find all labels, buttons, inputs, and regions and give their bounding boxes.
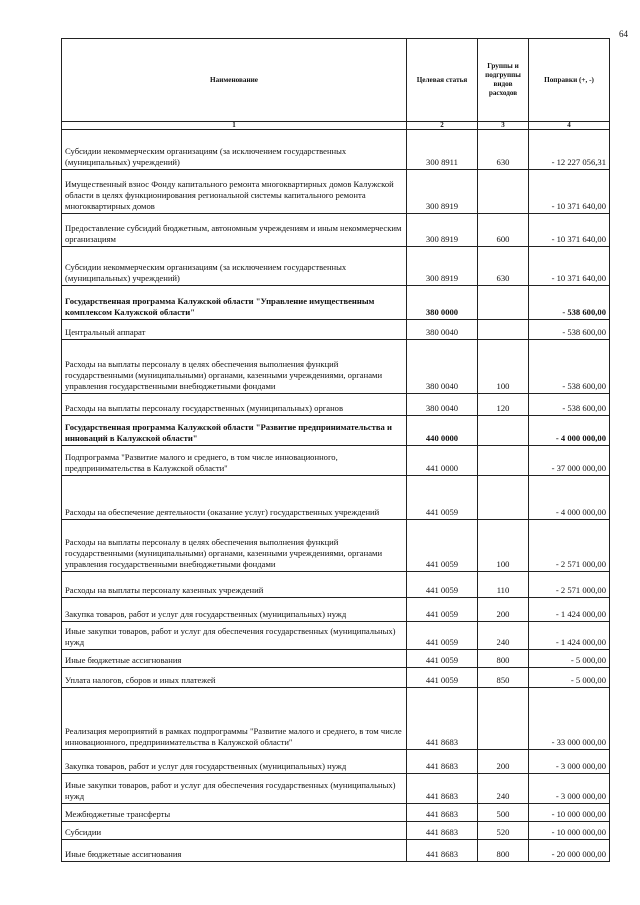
row-expense-group	[478, 170, 529, 214]
row-expense-group: 200	[478, 598, 529, 622]
row-expense-group: 100	[478, 520, 529, 572]
header-target-article: Целевая статья	[407, 39, 478, 122]
table-row	[62, 416, 610, 446]
table-row	[62, 476, 610, 520]
row-expense-group	[478, 476, 529, 520]
row-target-article: 441 0059	[407, 598, 478, 622]
row-name: Закупка товаров, работ и услуг для государственных (муниципальных) нужд	[62, 598, 407, 622]
row-target-article: 441 0059	[407, 668, 478, 688]
row-expense-group: 200	[478, 750, 529, 774]
row-expense-group: 110	[478, 572, 529, 598]
table-row	[62, 598, 610, 622]
table-row	[62, 804, 610, 822]
row-name: Предоставление субсидий бюджетным, автономным учреждениям и иным некоммерческим организациям	[62, 214, 407, 247]
row-expense-group	[478, 286, 529, 320]
row-expense-group	[478, 320, 529, 340]
header-amendments: Поправки (+, -)	[529, 39, 610, 122]
table-row	[62, 247, 610, 286]
table-row	[62, 286, 610, 320]
row-name: Субсидии некоммерческим организациям (за исключением государственных (муниципальных) учреждений)	[62, 130, 407, 170]
table-row	[62, 394, 610, 416]
row-amount: - 1 424 000,00	[529, 598, 610, 622]
row-target-article: 380 0040	[407, 340, 478, 394]
row-name: Расходы на выплаты персоналу в целях обеспечения выполнения функций государственными (муниципальными) органами, казенными учреждениями, органами управления государственными внебюджетными фондами	[62, 520, 407, 572]
row-name: Закупка товаров, работ и услуг для государственных (муниципальных) нужд	[62, 750, 407, 774]
row-amount: - 10 371 640,00	[529, 170, 610, 214]
table-row	[62, 340, 610, 394]
row-amount: - 33 000 000,00	[529, 688, 610, 750]
row-expense-group: 630	[478, 247, 529, 286]
row-amount: - 5 000,00	[529, 650, 610, 668]
row-name: Расходы на выплаты персоналу в целях обеспечения выполнения функций государственными (муниципальными) органами, казенными учреждениями, органами управления государственными внебюджетными фондами	[62, 340, 407, 394]
row-name: Подпрограмма "Развитие малого и среднего, в том числе инновационного, предпринимательства в Калужской области"	[62, 446, 407, 476]
row-target-article: 441 8683	[407, 750, 478, 774]
row-expense-group: 520	[478, 822, 529, 840]
row-target-article: 300 8919	[407, 170, 478, 214]
table-header-row	[62, 39, 610, 122]
row-amount: - 10 000 000,00	[529, 804, 610, 822]
row-expense-group: 500	[478, 804, 529, 822]
row-name: Государственная программа Калужской области "Управление имущественным комплексом Калужской области"	[62, 286, 407, 320]
row-target-article: 441 8683	[407, 822, 478, 840]
row-expense-group	[478, 416, 529, 446]
row-amount: - 10 371 640,00	[529, 247, 610, 286]
row-expense-group: 100	[478, 340, 529, 394]
row-target-article: 441 8683	[407, 840, 478, 862]
table-row	[62, 774, 610, 804]
row-name: Иные бюджетные ассигнования	[62, 840, 407, 862]
row-target-article: 300 8911	[407, 130, 478, 170]
row-amount: - 4 000 000,00	[529, 416, 610, 446]
table-row	[62, 622, 610, 650]
row-target-article: 441 0059	[407, 572, 478, 598]
row-name: Межбюджетные трансферты	[62, 804, 407, 822]
table-row	[62, 446, 610, 476]
row-expense-group: 240	[478, 774, 529, 804]
table-row	[62, 840, 610, 862]
table-row	[62, 822, 610, 840]
row-target-article: 300 8919	[407, 247, 478, 286]
row-amount: - 538 600,00	[529, 320, 610, 340]
row-expense-group: 240	[478, 622, 529, 650]
row-amount: - 3 000 000,00	[529, 750, 610, 774]
row-amount: - 538 600,00	[529, 394, 610, 416]
row-name: Субсидии некоммерческим организациям (за исключением государственных (муниципальных) учреждений)	[62, 247, 407, 286]
row-amount: - 37 000 000,00	[529, 446, 610, 476]
row-amount: - 4 000 000,00	[529, 476, 610, 520]
row-amount: - 1 424 000,00	[529, 622, 610, 650]
table-row	[62, 520, 610, 572]
row-amount: - 10 000 000,00	[529, 822, 610, 840]
row-target-article: 441 0059	[407, 650, 478, 668]
row-amount: - 538 600,00	[529, 340, 610, 394]
budget-amendments-table	[61, 38, 610, 862]
page-number: 64	[619, 29, 628, 39]
col-number-1: 1	[62, 122, 407, 130]
column-number-row	[62, 122, 610, 130]
row-name: Реализация мероприятий в рамках подпрограммы "Развитие малого и среднего, в том числе инновационного, предпринимательства в Калужской области"	[62, 688, 407, 750]
table-body	[62, 130, 610, 862]
header-name: Наименование	[62, 39, 407, 122]
row-amount: - 10 371 640,00	[529, 214, 610, 247]
row-target-article: 441 0059	[407, 520, 478, 572]
row-expense-group: 120	[478, 394, 529, 416]
row-name: Уплата налогов, сборов и иных платежей	[62, 668, 407, 688]
row-amount: - 3 000 000,00	[529, 774, 610, 804]
table-row	[62, 750, 610, 774]
row-target-article: 380 0000	[407, 286, 478, 320]
col-number-3: 3	[478, 122, 529, 130]
row-target-article: 440 0000	[407, 416, 478, 446]
table-row	[62, 130, 610, 170]
row-name: Иные бюджетные ассигнования	[62, 650, 407, 668]
row-expense-group	[478, 688, 529, 750]
row-name: Имущественный взнос Фонду капитального ремонта многоквартирных домов Калужской области в целях функционирования региональной системы капитального ремонта многоквартирных домов	[62, 170, 407, 214]
row-expense-group	[478, 446, 529, 476]
row-target-article: 300 8919	[407, 214, 478, 247]
row-target-article: 441 8683	[407, 774, 478, 804]
header-expense-groups: Группы и подгруппы видов расходов	[478, 39, 529, 122]
row-target-article: 441 0000	[407, 446, 478, 476]
table-row	[62, 214, 610, 247]
row-target-article: 441 0059	[407, 476, 478, 520]
row-name: Расходы на выплаты персоналу казенных учреждений	[62, 572, 407, 598]
row-target-article: 441 8683	[407, 688, 478, 750]
col-number-2: 2	[407, 122, 478, 130]
row-name: Иные закупки товаров, работ и услуг для обеспечения государственных (муниципальных) нужд	[62, 622, 407, 650]
row-expense-group: 630	[478, 130, 529, 170]
row-name: Иные закупки товаров, работ и услуг для обеспечения государственных (муниципальных) нужд	[62, 774, 407, 804]
table-row	[62, 320, 610, 340]
table-row	[62, 688, 610, 750]
table-row	[62, 650, 610, 668]
row-target-article: 441 0059	[407, 622, 478, 650]
row-target-article: 380 0040	[407, 320, 478, 340]
row-target-article: 380 0040	[407, 394, 478, 416]
table-row	[62, 572, 610, 598]
row-expense-group: 800	[478, 650, 529, 668]
row-expense-group: 800	[478, 840, 529, 862]
row-amount: - 12 227 056,31	[529, 130, 610, 170]
row-name: Расходы на выплаты персоналу государственных (муниципальных) органов	[62, 394, 407, 416]
row-expense-group: 850	[478, 668, 529, 688]
table-row	[62, 170, 610, 214]
row-name: Субсидии	[62, 822, 407, 840]
row-amount: - 5 000,00	[529, 668, 610, 688]
row-target-article: 441 8683	[407, 804, 478, 822]
row-amount: - 20 000 000,00	[529, 840, 610, 862]
row-expense-group: 600	[478, 214, 529, 247]
row-name: Государственная программа Калужской области "Развитие предпринимательства и инноваций в Калужской области"	[62, 416, 407, 446]
row-amount: - 538 600,00	[529, 286, 610, 320]
row-name: Расходы на обеспечение деятельности (оказание услуг) государственных учреждений	[62, 476, 407, 520]
table-row	[62, 668, 610, 688]
col-number-4: 4	[529, 122, 610, 130]
row-name: Центральный аппарат	[62, 320, 407, 340]
row-amount: - 2 571 000,00	[529, 572, 610, 598]
row-amount: - 2 571 000,00	[529, 520, 610, 572]
